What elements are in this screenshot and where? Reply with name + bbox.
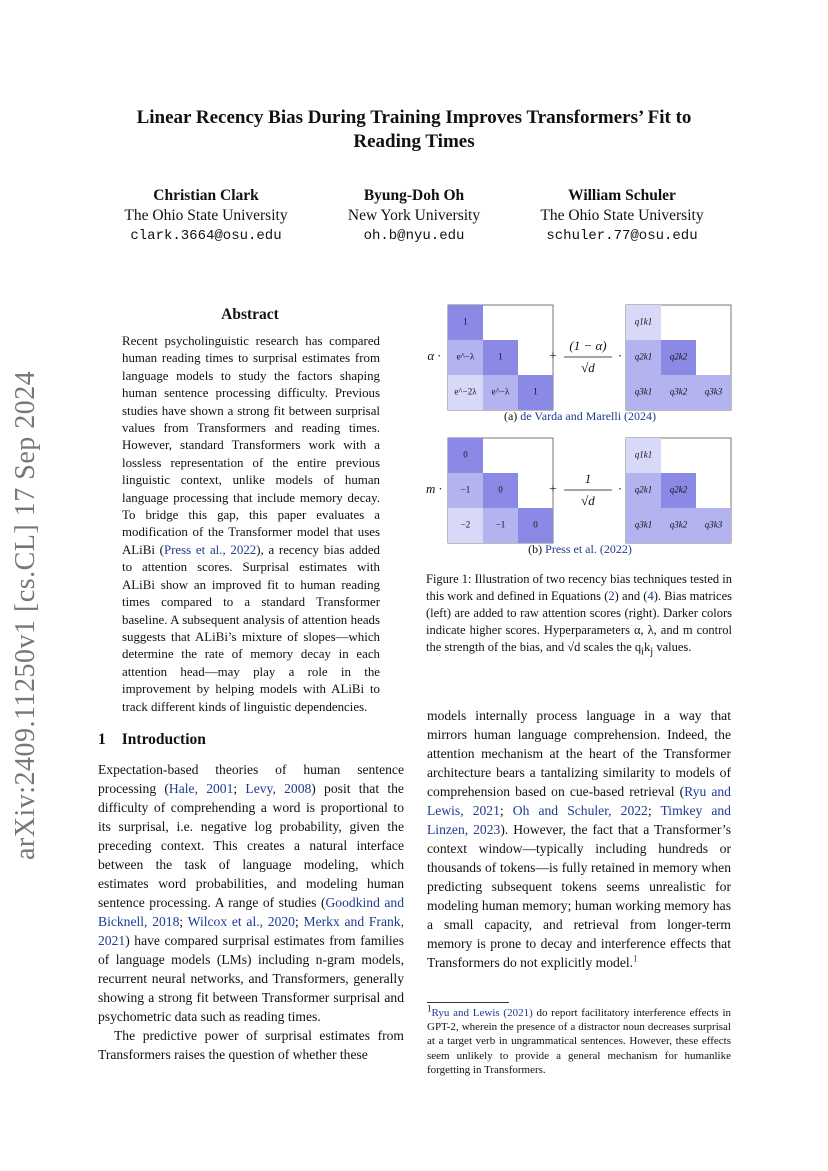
panel-a-bias-label: 1 <box>463 316 468 327</box>
panel-b-dot: · <box>617 480 623 496</box>
figure-caption <box>426 571 732 661</box>
panel-b-bias-label: 0 <box>463 449 468 460</box>
author-email: oh.b@nyu.edu <box>363 228 465 244</box>
arxiv-stamp <box>10 360 50 860</box>
panel-b-bias-label: 0 <box>533 519 538 530</box>
panel-a-scores-label: q1k1 <box>634 316 653 327</box>
text: ; <box>647 803 661 818</box>
panel-a-scores-label: q3k1 <box>634 386 653 397</box>
author-block-1 <box>96 186 316 246</box>
paragraph <box>98 760 404 1026</box>
intro-right-column <box>427 706 731 972</box>
panel-a-bias-label: 1 <box>533 386 538 397</box>
panel-a-coefficient: α · <box>427 347 441 363</box>
figure-1-graphic <box>420 300 740 565</box>
author-affiliation: The Ohio State University <box>124 207 288 224</box>
author-name: Byung-Doh Oh <box>363 187 465 204</box>
section-number: 1 <box>98 731 106 748</box>
footnote-marker[interactable]: 1 <box>633 953 638 964</box>
citation-link[interactable]: Timkey and Linzen, 2023 <box>427 803 731 837</box>
panel-a-fraction-denominator: √d <box>581 359 595 375</box>
citation-link[interactable]: Levy, 2008 <box>245 781 312 796</box>
panel-b-scores-label: q3k3 <box>704 519 723 530</box>
panel-b-bias-label: −1 <box>460 484 471 495</box>
panel-a-scores-label: q3k2 <box>669 386 688 397</box>
equation-link[interactable]: 2 <box>608 589 615 603</box>
text: ) and ( <box>614 589 648 603</box>
paper-title <box>0 106 828 154</box>
panel-a-bias-label: e^−λ <box>491 386 510 397</box>
footnote-number: 1 <box>427 1003 432 1014</box>
panel-b-scores-label: q3k1 <box>634 519 653 530</box>
subcaption-b <box>420 542 740 557</box>
panel-b-scores-label: q2k1 <box>634 484 653 495</box>
panel-a-fraction-numerator: (1 − α) <box>569 337 607 353</box>
abstract-body <box>122 333 380 716</box>
text: do report facilitatory interference effects in GPT-2, wherein the presence of a distractor noun decreases surprisal at a target verb in ungrammatical sentences. However, these effects seem unlikely to provide a general mechanism for humanlike forgetting in Transformers. <box>427 1007 731 1076</box>
citation-link[interactable]: Press et al., 2022 <box>163 542 257 557</box>
subcaption-a <box>420 409 740 424</box>
panel-b-bias-label: −1 <box>495 519 506 530</box>
panel-a-bias-label: e^−2λ <box>454 386 477 397</box>
title-line-1: Linear Recency Bias During Training Improves Transformers’ Fit to <box>136 107 692 128</box>
subcaption-prefix: (a) <box>503 409 521 423</box>
panel-b-plus-sign: + <box>549 482 557 498</box>
panel-b-fraction-denominator: √d <box>581 492 595 508</box>
text: ) posit that the difficulty of comprehending a word is proportional to its surprisal, i.e. negative log probability, given the preceding context. This creates a natural interface between the task of language modeling, which estimates word probabilities, and modeling human sentence processing. A range of studies ( <box>98 781 404 910</box>
text: ; <box>294 914 304 929</box>
subcaption-prefix: (b) <box>528 542 546 556</box>
panel-a-plus-sign: + <box>549 349 557 365</box>
author-block-2 <box>304 186 524 246</box>
citation-link[interactable]: Oh and Schuler, 2022 <box>512 803 648 818</box>
panel-b-scores-label: q2k2 <box>669 484 688 495</box>
panel-b-scores-label: q3k2 <box>669 519 688 530</box>
figure-1 <box>420 300 740 565</box>
equation-link[interactable]: 4 <box>647 589 654 603</box>
abstract-text: Recent psycholinguistic research has compared human reading times to surprisal estimates from language models to study the factors shaping human sentence processing difficulty. Previous studies have shown a strong fit between surprisal values from Transformers and reading times. However, standard Transformers work with a lossless representation of the entire previous linguistic context, unlike models of human language processing that include memory decay. To bridge this gap, this paper evaluates a modification of the Transformer model that uses ALiBi ( <box>122 334 380 557</box>
citation-link[interactable]: Merkx and Frank, 2021 <box>98 914 404 948</box>
panel-a-scores-label: q2k2 <box>669 351 688 362</box>
text: k <box>644 640 651 654</box>
author-block-3 <box>512 186 732 246</box>
section-title: Introduction <box>121 731 206 748</box>
text: values. <box>653 640 692 654</box>
text: ) have compared surprisal estimates from families of language models (LMs) including n-gram models, recurrent neural networks, and Transformers, generally showing a strong fit between Transformer surprisal and psychometric data such as reading times. <box>98 933 404 1024</box>
subscript: j <box>650 646 654 658</box>
author-affiliation: New York University <box>347 207 481 224</box>
text: models internally process language in a way that mirrors human language comprehension. Indeed, the attention mechanism at the heart of the Transformer architecture bears a tantalizing similarity to models of comprehension based on cue-based retrieval ( <box>427 708 731 799</box>
panel-a-bias-label: e^−λ <box>456 351 475 362</box>
text: Figure 1: Illustration of two recency bias techniques tested in this work and defined in Equations ( <box>426 572 732 603</box>
text: ). Bias matrices (left) are added to raw attention scores (right). Darker colors indicate higher scores. Hyperparameters α, λ, and m control the strength of the bias, and √d scales the q <box>426 589 732 654</box>
footnote <box>427 1003 731 1077</box>
subscript: i <box>641 646 645 658</box>
citation-link[interactable]: Press et al. (2022) <box>545 542 632 556</box>
author-name: Christian Clark <box>153 187 259 204</box>
footnote-rule <box>427 1002 509 1003</box>
panel-b-bias-label: 0 <box>498 484 503 495</box>
abstract-text: ), a recency bias added to attention scores. Surprisal estimates with ALiBi show an improved fit to human reading times compared to a standard Transformer baseline. A subsequent analysis of attention heads suggests that ALiBi’s mixture of slopes—which determine the rate of memory decay in each attention head—may play a role in the improvement by helping models with ALiBi to track different kinds of linguistic dependencies. <box>122 542 380 714</box>
citation-link[interactable]: Wilcox et al., 2020 <box>187 914 295 929</box>
section-heading <box>98 731 206 749</box>
author-email: schuler.77@osu.edu <box>546 228 698 244</box>
panel-a-dot: · <box>617 347 623 363</box>
panel-b-coefficient: m · <box>426 480 442 496</box>
panel-b-fraction-numerator: 1 <box>584 470 592 486</box>
panel-a-bias-label: 1 <box>498 351 503 362</box>
panel-b-bias-label: −2 <box>460 519 471 530</box>
title-line-2: Reading Times <box>353 131 475 152</box>
text: ; <box>179 914 188 929</box>
text: ; <box>499 803 513 818</box>
panel-a-scores-label: q2k1 <box>634 351 653 362</box>
panel-b-scores-label: q1k1 <box>634 449 653 460</box>
citation-link[interactable]: Ryu and Lewis, 2021 <box>427 784 731 818</box>
text: ). However, the fact that a Transformer’s context window—typically including hundreds or thousands of tokens—is fully retained in memory when predicting subsequent tokens seems unrealistic for modeling human memory; human working memory has a small capacity, and retrieval from longer-term memory is prone to decay and interference effects that Transformers do not explicitly model. <box>427 822 731 970</box>
panel-a-scores-label: q3k3 <box>704 386 723 397</box>
paragraph: The predictive power of surprisal estimates from Transformers raises the question of whether these <box>98 1028 404 1062</box>
author-name: William Schuler <box>568 187 676 204</box>
arxiv-stamp-text: arXiv:2409.11250v1 [cs.CL] 17 Sep 2024 <box>10 370 41 860</box>
abstract-heading: Abstract <box>221 306 279 323</box>
text: Expectation-based theories of human sentence processing ( <box>98 762 404 796</box>
intro-left-column <box>98 760 404 1064</box>
citation-link[interactable]: Hale, 2001 <box>168 781 234 796</box>
author-email: clark.3664@osu.edu <box>130 228 282 244</box>
citation-link[interactable]: Ryu and Lewis (2021) <box>431 1007 533 1019</box>
paragraph <box>427 706 731 972</box>
text: ; <box>233 781 246 796</box>
citation-link[interactable]: Goodkind and Bicknell, 2018 <box>98 895 404 929</box>
author-affiliation: The Ohio State University <box>540 207 704 224</box>
citation-link[interactable]: de Varda and Marelli (2024) <box>520 409 657 423</box>
